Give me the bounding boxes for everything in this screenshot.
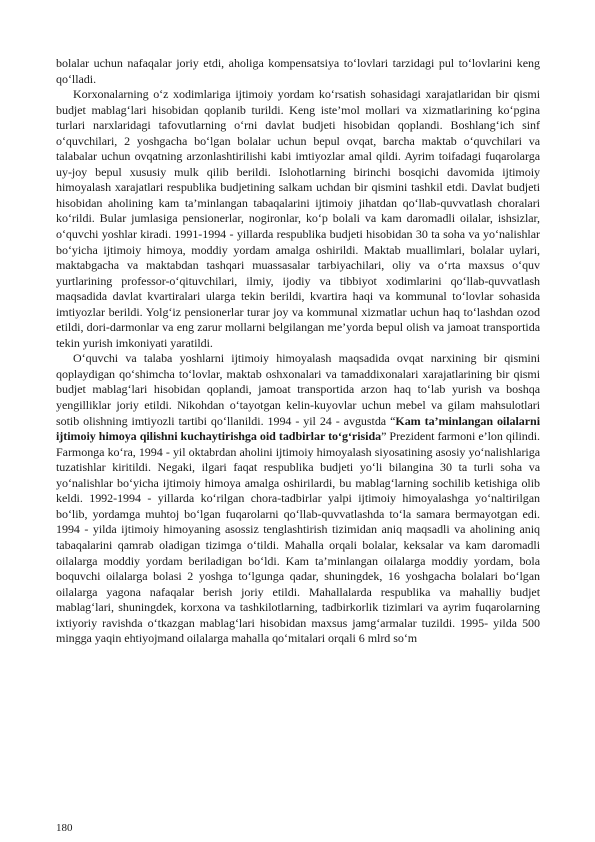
paragraph-3-text-after: ” Prezident farmoni e’lon qilindi. Farmonga ko‘ra, 1994 - yil oktabrdan aholini ijtimoiy himoyalash siyosatining asosiy yo‘nalishlariga tuzatishlar kiritildi. Negaki, ilgari faqat respublika budjeti yo‘li bilangina 30 ta turli soha va yo‘nalishlar bo‘yicha ijtimoiy himoya amalga oshirilardi, bu mablag‘larning sochilib ketishiga olib keldi. 1992-1994 - yillarda ko‘rilgan chora-tadbirlar yalpi ijtimoiy himoyalashga yo‘naltirilgan bo‘lib, yordamga muhtoj bo‘lgan fuqarolarni qo‘llab-quvvatlashda to‘la samara bermayotgan edi. 1994 - yilda ijtimoiy himoyaning asossiz tenglashtirish tizimidan aniq maqsadli va aholining aniq tabaqalarini qamrab oladigan tizimga o‘tildi. Mahalla orqali bolalar, keksalar va kam daromadli oilalarga moddiy yordam beriladigan bo‘ldi. Kam ta’minlangan oilalarga moddiy yordam, bola boquvchi oilalarga bolasi 2 yoshga to‘lgunga qadar, shuningdek, 16 yoshgacha bolalari bo‘lgan oilalarga yagona nafaqalar berish joriy etildi. Mahallalarda respublika va mahalliy budjet mablag‘lari, shuningdek, korxona va tashkilotlarning, tadbirkorlik tizimlari va ayrim fuqarolarning ixtiyoriy ravishda o‘tkazgan mablag‘lari hisobidan maxsus jamg‘armalar tuzildi. 1995- yilda 500 mingga yaqin ehtiyojmand oilalarga mahalla qo‘mitalari orqali 6 mlrd so‘m: [56, 429, 540, 646]
paragraph-3: [56, 351, 540, 646]
page-number: 180: [56, 822, 73, 834]
decree-title: Kam ta’minlangan oilalarni ijtimoiy himoya qilishni kuchaytirishga oid tadbirlar to‘g‘risida: [56, 413, 540, 444]
paragraph-1: bolalar uchun nafaqalar joriy etdi, aholiga kompensatsiya to‘lovlari tarzidagi pul to‘lovlarini keng qo‘lladi.: [56, 56, 540, 86]
document-page: [56, 56, 540, 647]
paragraph-2: Korxonalarning o‘z xodimlariga ijtimoiy yordam ko‘rsatish sohasidagi xarajatlaridan bir qismi budjet mablag‘lari hisobidan qoplanib turildi. Keng iste’mol mollari va xizmatlarining ko‘pgina turlari narxlaridagi tafovutlarning o‘rni davlat budjeti hisobidan qoplandi. Boshlang‘ich sinf o‘quvchilari, 2 yoshgacha bo‘lgan bolalar uchun bepul ovqat, barcha maktab o‘quvchilari va talabalar uchun ovqatning arzonlashtirilishi kabi imtiyozlar amal qildi. Ayrim toifadagi fuqarolarga uy-joy bepul xususiy mulk qilib berildi. Islohotlarning birinchi bosqichi davomida ijtimoiy himoyalash xarajatlari respublika budjetining salkam uchdan bir qismini tashkil etdi. Davlat budjeti hisobidan aholining kam ta’minlangan tabaqalarini ijtimoiy jihatdan qo‘llab-quvvatlash choralari ko‘rildi. Bular jumlasiga pensionerlar, nogironlar, ko‘p bolali va kam daromadli oilalar, ishsizlar, o‘quvchi yoshlar kiradi. 1991-1994 - yillarda respublika budjeti hisobidan 30 ta soha va yo‘nalishlar bo‘yicha ijtimoiy himoya, moddiy yordam amalga oshirildi. Maktab muallimlari, bolalar uylari, maktabgacha va maktabdan tashqari muassasalar tarbiyachilari, oliy va o‘rta maxsus o‘quv yurtlarining professor-o‘qituvchilari, ilmiy, ijodiy va tibbiyot xodimlarini qo‘llab-quvvatlash maqsadida davlat kvartiralari ularga tekin berildi, kvartira haqi va kommunal to‘lovlar sohasida imtiyozlar berildi. Yolg‘iz pensionerlar turar joy va kommunal xizmatlar uchun haq to‘lashdan ozod etildi, dori-darmonlar va eng zarur mollarni belgilangan me’yorda bepul olish va jamoat transportida tekin yurish imkoniyati yaratildi.: [56, 87, 540, 350]
paragraph-3-text-before: O‘quvchi va talaba yoshlarni ijtimoiy himoyalash maqsadida ovqat narxining bir qismini qoplaydigan qo‘shimcha to‘lovlar, maktab oshxonalari va tamaddixonalari xarajatlarining bir qismi budjet mablag‘lari hisobidan qoplandi, jamoat transportida arzon haq to‘lab yurish va boshqa yengilliklar joriy etildi. Nikohdan o‘tayotgan kelin-kuyovlar uchun mebel va gilam mahsulotlari sotib olishning imtiyozli tartibi qo‘llanildi. 1994 - yil 24 - avgustda “: [56, 351, 540, 428]
